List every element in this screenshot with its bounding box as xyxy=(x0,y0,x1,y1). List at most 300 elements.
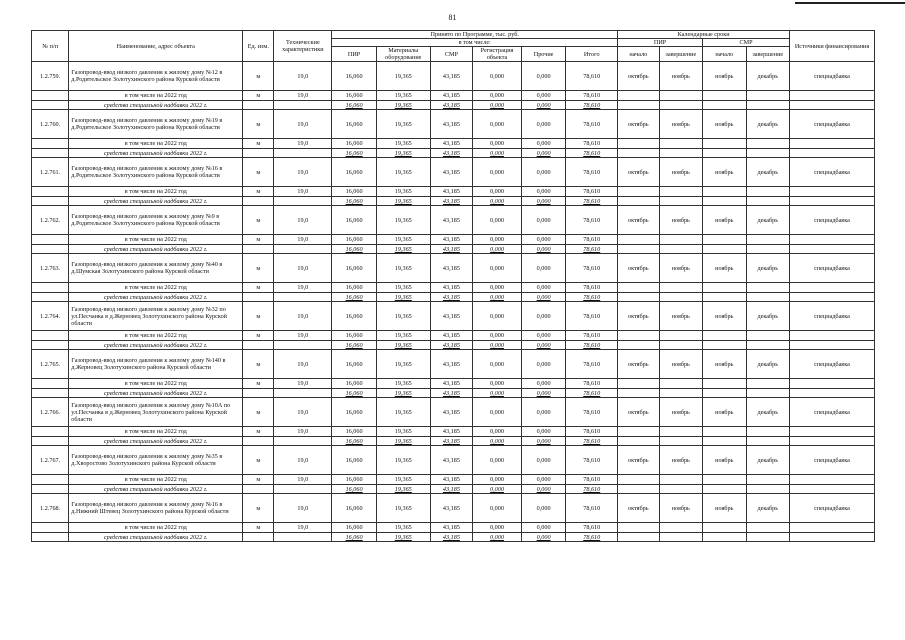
pir-start: октябрь xyxy=(618,302,659,331)
special-surcharge-pir: 16,060 xyxy=(332,149,377,158)
subtotal-2022-total: 78,610 xyxy=(566,187,618,197)
subtotal-2022-label: в том числе на 2022 год xyxy=(69,475,243,485)
smr-start: ноябрь xyxy=(703,254,746,283)
object-name: Газопровод-ввод низкого давления к жилому дому №12 в д.Родительское Золотухинского района Курской области xyxy=(69,62,243,91)
empty-cell xyxy=(703,427,746,437)
empty-cell xyxy=(790,485,875,494)
smr-start: ноябрь xyxy=(703,446,746,475)
subtotal-2022-tech: 19,0 xyxy=(274,331,332,341)
subtotal-2022-pir: 16,060 xyxy=(332,427,377,437)
smr-value: 43,185 xyxy=(430,62,472,91)
subtotal-2022-total: 78,610 xyxy=(566,475,618,485)
funding-source: спецнадбавка xyxy=(790,254,875,283)
smr-end: декабрь xyxy=(746,206,789,235)
subtotal-2022-pir: 16,060 xyxy=(332,475,377,485)
smr-end: декабрь xyxy=(746,350,789,379)
smr-start: ноябрь xyxy=(703,110,746,139)
smr-value: 43,185 xyxy=(430,110,472,139)
empty-cell xyxy=(659,101,702,110)
registration-value: 0,000 xyxy=(473,206,522,235)
funding-source: спецнадбавка xyxy=(790,302,875,331)
empty-cell xyxy=(659,475,702,485)
pir-value: 16,060 xyxy=(332,494,377,523)
special-surcharge-label: средства специальной надбавки 2022 г. xyxy=(69,389,243,398)
subtotal-2022-reg: 0,000 xyxy=(473,379,522,389)
empty-cell xyxy=(618,91,659,101)
special-surcharge-smr: 43,185 xyxy=(430,149,472,158)
table-row xyxy=(32,350,875,379)
empty-cell xyxy=(790,149,875,158)
empty-cell xyxy=(32,283,69,293)
empty-cell xyxy=(618,437,659,446)
empty-cell xyxy=(790,427,875,437)
empty-cell xyxy=(790,523,875,533)
subtotal-2022-label: в том числе на 2022 год xyxy=(69,187,243,197)
special-surcharge-smr: 43,185 xyxy=(430,389,472,398)
subtotal-2022-row xyxy=(32,475,875,485)
object-name: Газопровод-ввод низкого давления к жилому дому №32 по ул.Песчанка в д.Жерновец Золотухинского района Курской области xyxy=(69,302,243,331)
object-name: Газопровод-ввод низкого давления к жилому дому №10А по ул.Песчанка в д.Жерновец Золотухинского района Курской области xyxy=(69,398,243,427)
smr-start: ноябрь xyxy=(703,494,746,523)
special-surcharge-other: 0,000 xyxy=(521,389,566,398)
empty-cell xyxy=(618,475,659,485)
subtotal-2022-other: 0,000 xyxy=(521,187,566,197)
empty-cell xyxy=(32,533,69,542)
subtotal-2022-other: 0,000 xyxy=(521,331,566,341)
empty-cell xyxy=(32,389,69,398)
subtotal-2022-label: в том числе на 2022 год xyxy=(69,139,243,149)
subtotal-2022-total: 78,610 xyxy=(566,283,618,293)
special-surcharge-mat: 19,365 xyxy=(376,149,430,158)
subtotal-2022-reg: 0,000 xyxy=(473,475,522,485)
empty-cell xyxy=(790,101,875,110)
smr-value: 43,185 xyxy=(430,206,472,235)
subtotal-2022-total: 78,610 xyxy=(566,331,618,341)
smr-value: 43,185 xyxy=(430,350,472,379)
empty-cell xyxy=(746,91,789,101)
special-surcharge-pir: 16,060 xyxy=(332,533,377,542)
special-surcharge-pir: 16,060 xyxy=(332,437,377,446)
empty-cell xyxy=(746,485,789,494)
special-surcharge-other: 0,000 xyxy=(521,245,566,254)
special-surcharge-reg: 0,000 xyxy=(473,485,522,494)
empty-cell xyxy=(618,427,659,437)
top-rule xyxy=(795,2,905,4)
empty-cell xyxy=(274,101,332,110)
empty-cell xyxy=(746,379,789,389)
registration-value: 0,000 xyxy=(473,158,522,187)
special-surcharge-mat: 19,365 xyxy=(376,293,430,302)
subtotal-2022-other: 0,000 xyxy=(521,427,566,437)
special-surcharge-total: 78,610 xyxy=(566,389,618,398)
empty-cell xyxy=(790,533,875,542)
header-unit: Ед. изм. xyxy=(243,31,274,62)
empty-cell xyxy=(659,341,702,350)
subtotal-2022-tech: 19,0 xyxy=(274,379,332,389)
empty-cell xyxy=(746,101,789,110)
other-value: 0,000 xyxy=(521,302,566,331)
subtotal-2022-unit: м xyxy=(243,475,274,485)
special-surcharge-other: 0,000 xyxy=(521,293,566,302)
special-surcharge-mat: 19,365 xyxy=(376,341,430,350)
subtotal-2022-mat: 19,365 xyxy=(376,523,430,533)
total-value: 78,610 xyxy=(566,110,618,139)
empty-cell xyxy=(659,331,702,341)
empty-cell xyxy=(703,187,746,197)
smr-start: ноябрь xyxy=(703,206,746,235)
empty-cell xyxy=(274,293,332,302)
subtotal-2022-pir: 16,060 xyxy=(332,283,377,293)
subtotal-2022-reg: 0,000 xyxy=(473,235,522,245)
subtotal-2022-reg: 0,000 xyxy=(473,523,522,533)
subtotal-2022-row xyxy=(32,235,875,245)
subtotal-2022-mat: 19,365 xyxy=(376,91,430,101)
pir-end: ноябрь xyxy=(659,350,702,379)
special-surcharge-total: 78,610 xyxy=(566,101,618,110)
special-surcharge-row xyxy=(32,197,875,206)
empty-cell xyxy=(746,475,789,485)
empty-cell xyxy=(274,437,332,446)
unit: м xyxy=(243,446,274,475)
special-surcharge-row xyxy=(32,485,875,494)
total-value: 78,610 xyxy=(566,302,618,331)
special-surcharge-mat: 19,365 xyxy=(376,533,430,542)
other-value: 0,000 xyxy=(521,62,566,91)
pir-value: 16,060 xyxy=(332,158,377,187)
empty-cell xyxy=(659,187,702,197)
empty-cell xyxy=(659,283,702,293)
empty-cell xyxy=(790,197,875,206)
funding-source: спецнадбавка xyxy=(790,206,875,235)
empty-cell xyxy=(790,139,875,149)
empty-cell xyxy=(746,187,789,197)
pir-end: ноябрь xyxy=(659,494,702,523)
smr-end: декабрь xyxy=(746,62,789,91)
program-table xyxy=(31,30,875,542)
special-surcharge-mat: 19,365 xyxy=(376,389,430,398)
subtotal-2022-reg: 0,000 xyxy=(473,427,522,437)
subtotal-2022-total: 78,610 xyxy=(566,427,618,437)
subtotal-2022-reg: 0,000 xyxy=(473,331,522,341)
header-pir-start: начало xyxy=(618,47,659,62)
subtotal-2022-other: 0,000 xyxy=(521,91,566,101)
empty-cell xyxy=(746,139,789,149)
unit: м xyxy=(243,62,274,91)
smr-start: ноябрь xyxy=(703,62,746,91)
other-value: 0,000 xyxy=(521,254,566,283)
empty-cell xyxy=(618,379,659,389)
special-surcharge-reg: 0,000 xyxy=(473,293,522,302)
empty-cell xyxy=(618,293,659,302)
total-value: 78,610 xyxy=(566,254,618,283)
subtotal-2022-tech: 19,0 xyxy=(274,187,332,197)
total-value: 78,610 xyxy=(566,398,618,427)
header-name: Наименование, адрес объекта xyxy=(69,31,243,62)
empty-cell xyxy=(746,341,789,350)
tech-spec: 19,0 xyxy=(274,62,332,91)
empty-cell xyxy=(243,101,274,110)
pir-value: 16,060 xyxy=(332,398,377,427)
empty-cell xyxy=(746,245,789,254)
subtotal-2022-row xyxy=(32,379,875,389)
subtotal-2022-row xyxy=(32,91,875,101)
empty-cell xyxy=(703,235,746,245)
subtotal-2022-row xyxy=(32,427,875,437)
special-surcharge-total: 78,610 xyxy=(566,341,618,350)
empty-cell xyxy=(659,389,702,398)
special-surcharge-other: 0,000 xyxy=(521,437,566,446)
smr-end: декабрь xyxy=(746,110,789,139)
special-surcharge-pir: 16,060 xyxy=(332,197,377,206)
empty-cell xyxy=(243,293,274,302)
table-body xyxy=(32,62,875,542)
row-number: 1.2.759. xyxy=(32,62,69,91)
registration-value: 0,000 xyxy=(473,494,522,523)
subtotal-2022-tech: 19,0 xyxy=(274,523,332,533)
empty-cell xyxy=(659,485,702,494)
tech-spec: 19,0 xyxy=(274,398,332,427)
row-number: 1.2.763. xyxy=(32,254,69,283)
empty-cell xyxy=(790,283,875,293)
object-name: Газопровод-ввод низкого давления к жилому дому №19 в д.Родительское Золотухинского района Курской области xyxy=(69,110,243,139)
pir-end: ноябрь xyxy=(659,62,702,91)
row-number: 1.2.765. xyxy=(32,350,69,379)
smr-start: ноябрь xyxy=(703,158,746,187)
unit: м xyxy=(243,398,274,427)
subtotal-2022-smr: 43,185 xyxy=(430,427,472,437)
subtotal-2022-label: в том числе на 2022 год xyxy=(69,91,243,101)
pir-start: октябрь xyxy=(618,494,659,523)
empty-cell xyxy=(746,293,789,302)
empty-cell xyxy=(790,187,875,197)
row-number: 1.2.768. xyxy=(32,494,69,523)
empty-cell xyxy=(243,389,274,398)
special-surcharge-label: средства специальной надбавки 2022 г. xyxy=(69,437,243,446)
empty-cell xyxy=(274,149,332,158)
subtotal-2022-pir: 16,060 xyxy=(332,235,377,245)
special-surcharge-reg: 0,000 xyxy=(473,341,522,350)
subtotal-2022-label: в том числе на 2022 год xyxy=(69,235,243,245)
object-name: Газопровод-ввод низкого давления к жилому дому №140 в д.Жерновец Золотухинского района Курской области xyxy=(69,350,243,379)
empty-cell xyxy=(32,475,69,485)
empty-cell xyxy=(32,293,69,302)
special-surcharge-label: средства специальной надбавки 2022 г. xyxy=(69,101,243,110)
subtotal-2022-unit: м xyxy=(243,283,274,293)
subtotal-2022-smr: 43,185 xyxy=(430,331,472,341)
smr-end: декабрь xyxy=(746,446,789,475)
empty-cell xyxy=(790,341,875,350)
tech-spec: 19,0 xyxy=(274,110,332,139)
row-number: 1.2.766. xyxy=(32,398,69,427)
smr-value: 43,185 xyxy=(430,254,472,283)
empty-cell xyxy=(703,523,746,533)
pir-end: ноябрь xyxy=(659,254,702,283)
subtotal-2022-pir: 16,060 xyxy=(332,379,377,389)
tech-spec: 19,0 xyxy=(274,302,332,331)
empty-cell xyxy=(32,101,69,110)
registration-value: 0,000 xyxy=(473,302,522,331)
materials-value: 19,365 xyxy=(376,398,430,427)
funding-source: спецнадбавка xyxy=(790,62,875,91)
subtotal-2022-reg: 0,000 xyxy=(473,91,522,101)
empty-cell xyxy=(618,101,659,110)
empty-cell xyxy=(274,341,332,350)
empty-cell xyxy=(703,101,746,110)
empty-cell xyxy=(618,235,659,245)
funding-source: спецнадбавка xyxy=(790,398,875,427)
empty-cell xyxy=(703,341,746,350)
pir-start: октябрь xyxy=(618,446,659,475)
smr-value: 43,185 xyxy=(430,158,472,187)
special-surcharge-smr: 43,185 xyxy=(430,485,472,494)
header-registration: Регистрация объекта xyxy=(473,47,522,62)
object-name: Газопровод-ввод низкого давления к жилому дому №16 в д.Родительское Золотухинского района Курской области xyxy=(69,158,243,187)
table-row xyxy=(32,110,875,139)
empty-cell xyxy=(703,475,746,485)
pir-value: 16,060 xyxy=(332,62,377,91)
empty-cell xyxy=(790,235,875,245)
empty-cell xyxy=(32,379,69,389)
subtotal-2022-pir: 16,060 xyxy=(332,187,377,197)
empty-cell xyxy=(243,533,274,542)
funding-source: спецнадбавка xyxy=(790,158,875,187)
empty-cell xyxy=(746,149,789,158)
pir-end: ноябрь xyxy=(659,158,702,187)
subtotal-2022-tech: 19,0 xyxy=(274,139,332,149)
special-surcharge-pir: 16,060 xyxy=(332,485,377,494)
object-name: Газопровод-ввод низкого давления к жилому дому №35 в д.Хворостово Золотухинского района Курской области xyxy=(69,446,243,475)
subtotal-2022-smr: 43,185 xyxy=(430,139,472,149)
subtotal-2022-mat: 19,365 xyxy=(376,331,430,341)
unit: м xyxy=(243,494,274,523)
special-surcharge-row xyxy=(32,101,875,110)
unit: м xyxy=(243,158,274,187)
subtotal-2022-unit: м xyxy=(243,379,274,389)
subtotal-2022-label: в том числе на 2022 год xyxy=(69,523,243,533)
header-smr-start: начало xyxy=(703,47,746,62)
tech-spec: 19,0 xyxy=(274,446,332,475)
registration-value: 0,000 xyxy=(473,350,522,379)
empty-cell xyxy=(746,427,789,437)
subtotal-2022-tech: 19,0 xyxy=(274,283,332,293)
subtotal-2022-pir: 16,060 xyxy=(332,331,377,341)
empty-cell xyxy=(618,149,659,158)
header-smr: СМР xyxy=(430,47,472,62)
special-surcharge-total: 78,610 xyxy=(566,437,618,446)
empty-cell xyxy=(32,427,69,437)
funding-source: спецнадбавка xyxy=(790,110,875,139)
empty-cell xyxy=(618,523,659,533)
empty-cell xyxy=(703,437,746,446)
special-surcharge-other: 0,000 xyxy=(521,101,566,110)
pir-end: ноябрь xyxy=(659,110,702,139)
subtotal-2022-unit: м xyxy=(243,235,274,245)
empty-cell xyxy=(274,245,332,254)
special-surcharge-reg: 0,000 xyxy=(473,389,522,398)
subtotal-2022-label: в том числе на 2022 год xyxy=(69,379,243,389)
other-value: 0,000 xyxy=(521,350,566,379)
smr-start: ноябрь xyxy=(703,398,746,427)
smr-end: декабрь xyxy=(746,158,789,187)
empty-cell xyxy=(659,245,702,254)
empty-cell xyxy=(790,379,875,389)
empty-cell xyxy=(32,139,69,149)
empty-cell xyxy=(618,533,659,542)
table-row xyxy=(32,446,875,475)
subtotal-2022-smr: 43,185 xyxy=(430,523,472,533)
pir-end: ноябрь xyxy=(659,446,702,475)
pir-end: ноябрь xyxy=(659,302,702,331)
special-surcharge-total: 78,610 xyxy=(566,149,618,158)
subtotal-2022-other: 0,000 xyxy=(521,139,566,149)
smr-value: 43,185 xyxy=(430,302,472,331)
pir-end: ноябрь xyxy=(659,206,702,235)
empty-cell xyxy=(659,139,702,149)
special-surcharge-smr: 43,185 xyxy=(430,437,472,446)
materials-value: 19,365 xyxy=(376,158,430,187)
subtotal-2022-unit: м xyxy=(243,331,274,341)
empty-cell xyxy=(274,197,332,206)
special-surcharge-mat: 19,365 xyxy=(376,197,430,206)
smr-start: ноябрь xyxy=(703,350,746,379)
empty-cell xyxy=(274,389,332,398)
special-surcharge-other: 0,000 xyxy=(521,149,566,158)
empty-cell xyxy=(243,245,274,254)
other-value: 0,000 xyxy=(521,398,566,427)
subtotal-2022-row xyxy=(32,187,875,197)
subtotal-2022-smr: 43,185 xyxy=(430,283,472,293)
tech-spec: 19,0 xyxy=(274,158,332,187)
subtotal-2022-mat: 19,365 xyxy=(376,235,430,245)
empty-cell xyxy=(243,341,274,350)
empty-cell xyxy=(790,91,875,101)
special-surcharge-mat: 19,365 xyxy=(376,485,430,494)
empty-cell xyxy=(703,485,746,494)
empty-cell xyxy=(618,283,659,293)
header-num: № п/п xyxy=(32,31,69,62)
special-surcharge-mat: 19,365 xyxy=(376,245,430,254)
empty-cell xyxy=(618,245,659,254)
empty-cell xyxy=(703,389,746,398)
subtotal-2022-tech: 19,0 xyxy=(274,235,332,245)
special-surcharge-total: 78,610 xyxy=(566,197,618,206)
empty-cell xyxy=(32,341,69,350)
special-surcharge-label: средства специальной надбавки 2022 г. xyxy=(69,293,243,302)
total-value: 78,610 xyxy=(566,206,618,235)
special-surcharge-smr: 43,185 xyxy=(430,197,472,206)
empty-cell xyxy=(659,437,702,446)
special-surcharge-label: средства специальной надбавки 2022 г. xyxy=(69,533,243,542)
empty-cell xyxy=(243,149,274,158)
pir-start: октябрь xyxy=(618,110,659,139)
empty-cell xyxy=(659,197,702,206)
special-surcharge-label: средства специальной надбавки 2022 г. xyxy=(69,485,243,494)
table-row xyxy=(32,398,875,427)
special-surcharge-row xyxy=(32,437,875,446)
materials-value: 19,365 xyxy=(376,446,430,475)
empty-cell xyxy=(703,533,746,542)
special-surcharge-row xyxy=(32,389,875,398)
special-surcharge-smr: 43,185 xyxy=(430,101,472,110)
empty-cell xyxy=(703,379,746,389)
empty-cell xyxy=(618,341,659,350)
smr-end: декабрь xyxy=(746,398,789,427)
tech-spec: 19,0 xyxy=(274,254,332,283)
row-number: 1.2.767. xyxy=(32,446,69,475)
empty-cell xyxy=(659,533,702,542)
special-surcharge-reg: 0,000 xyxy=(473,149,522,158)
empty-cell xyxy=(703,91,746,101)
